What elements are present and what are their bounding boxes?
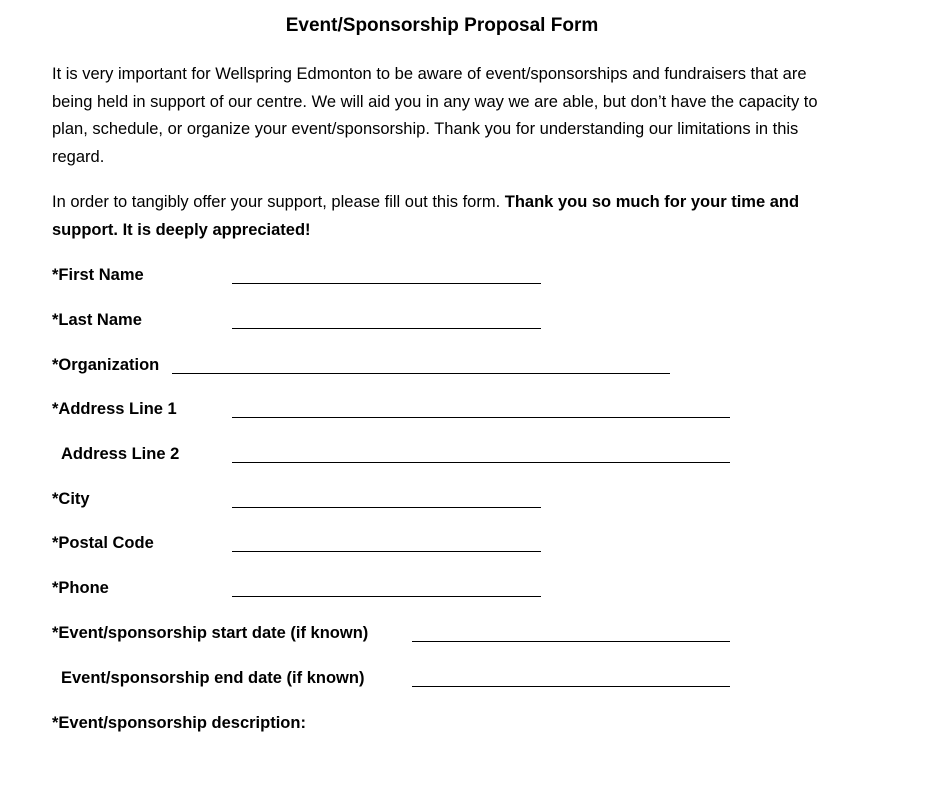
first-name-field[interactable] xyxy=(232,283,541,284)
start-date-field[interactable] xyxy=(412,641,730,642)
support-text-regular: In order to tangibly offer your support, please fill out this form. xyxy=(52,193,505,211)
last-name-field[interactable] xyxy=(232,328,541,329)
form-title: Event/Sponsorship Proposal Form xyxy=(285,15,599,36)
first-name-label: *First Name xyxy=(52,266,144,284)
organization-field[interactable] xyxy=(172,373,670,374)
address-line-2-field[interactable] xyxy=(232,462,730,463)
postal-code-label: *Postal Code xyxy=(52,534,154,552)
city-label: *City xyxy=(52,490,90,508)
phone-label: *Phone xyxy=(52,579,109,597)
support-paragraph xyxy=(52,189,842,244)
address-line-2-label: Address Line 2 xyxy=(61,445,180,463)
end-date-field[interactable] xyxy=(412,686,730,687)
postal-code-field[interactable] xyxy=(232,551,541,552)
intro-paragraph: It is very important for Wellspring Edmonton to be aware of event/sponsorships and fundraisers that are being held in support of our centre. We will aid you in any way we are able, but don’t have the capacity to plan, schedule, or organize your event/sponsorship. Thank you for understanding our limitations in this regard. xyxy=(52,65,818,166)
address-line-1-field[interactable] xyxy=(232,417,730,418)
organization-label: *Organization xyxy=(52,356,160,374)
address-line-1-label: *Address Line 1 xyxy=(52,400,177,418)
start-date-label: *Event/sponsorship start date (if known) xyxy=(52,624,369,642)
last-name-label: *Last Name xyxy=(52,311,142,329)
end-date-label: Event/sponsorship end date (if known) xyxy=(61,669,365,687)
phone-field[interactable] xyxy=(232,596,541,597)
city-field[interactable] xyxy=(232,507,541,508)
description-label: *Event/sponsorship description: xyxy=(52,714,306,732)
support-text-bold: Thank you so much for your time and support. It is deeply appreciated! xyxy=(52,193,800,239)
